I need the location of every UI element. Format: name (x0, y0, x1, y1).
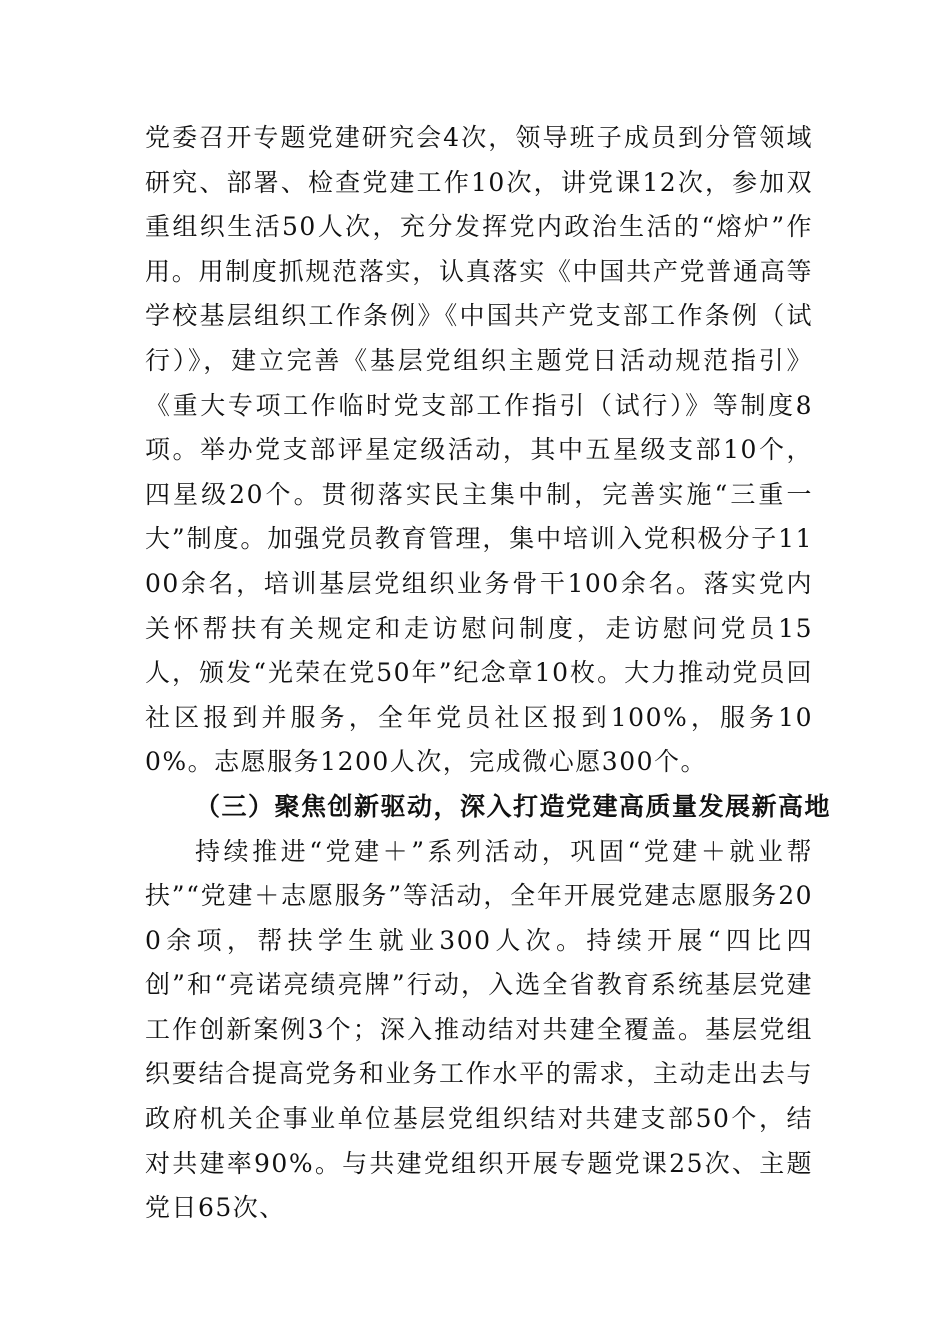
paragraph-party-building-work: 党委召开专题党建研究会4次，领导班子成员到分管领域研究、部署、检查党建工作10次，讲党课12次，参加双重组织生活50人次，充分发挥党内政治生活的“熔炉”作用。用制度抓规范落实，认真落实《中国共产党普通高等学校基层组织工作条例》《中国共产党支部工作条例（试行）》，建立完善《基层党组织主题党日活动规范指引》《重大专项工作临时党支部工作指引（试行）》等制度8项。举办党支部评星定级活动，其中五星级支部10个，四星级20个。贯彻落实民主集中制，完善实施“三重一大”制度。加强党员教育管理，集中培训入党积极分子1100余名，培训基层党组织业务骨干100余名。落实党内关怀帮扶有关规定和走访慰问制度，走访慰问党员15人，颁发“光荣在党50年”纪念章10枚。大力推动党员回社区报到并服务，全年党员社区报到100%，服务100%。志愿服务1200人次，完成微心愿300个。 (145, 123, 813, 777)
paragraph-party-building-plus: 持续推进“党建＋”系列活动，巩固“党建＋就业帮扶”“党建＋志愿服务”等活动，全年开展党建志愿服务200余项，帮扶学生就业300人次。持续开展“四比四创”和“亮诺亮绩亮牌”行动，入选全省教育系统基层党建工作创新案例3个；深入推动结对共建全覆盖。基层党组织要结合提高党务和业务工作水平的需求，主动走出去与政府机关企事业单位基层党组织结对共建支部50个，结对共建率90%。与共建党组织开展专题党课25次、主题党日65次、 (145, 836, 813, 1223)
section-heading-innovation: （三）聚焦创新驱动，深入打造党建高质量发展新高地 (195, 791, 832, 821)
document-body (145, 116, 832, 1231)
